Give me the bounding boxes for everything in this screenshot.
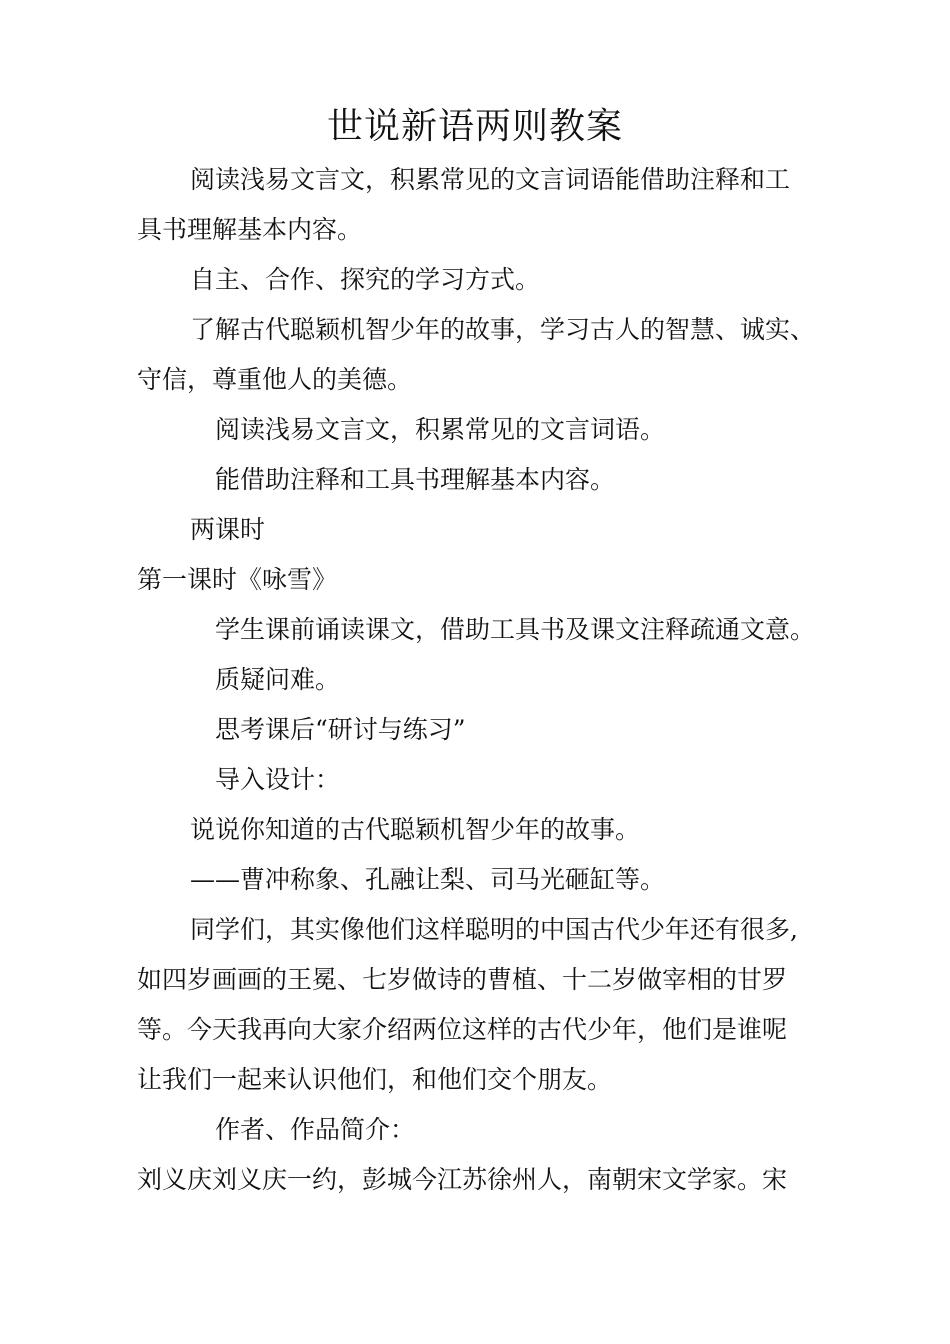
paragraph-line: 阅读浅易文言文，积累常见的文言词语能借助注释和工	[190, 165, 791, 194]
paragraph-line: 阅读浅易文言文，积累常见的文言词语。	[215, 415, 666, 444]
paragraph-line: 让我们一起来认识他们，和他们交个朋友。	[137, 1065, 613, 1094]
paragraph-line: ——曹冲称象、孔融让梨、司马光砸缸等。	[190, 865, 666, 894]
paragraph-line: 等。今天我再向大家介绍两位这样的古代少年，他们是谁呢	[137, 1015, 788, 1044]
paragraph-line: 自主、合作、探究的学习方式。	[190, 265, 541, 294]
paragraph-line: 如四岁画画的王冕、七岁做诗的曹植、十二岁做宰相的甘罗	[137, 965, 788, 994]
paragraph-line: 了解古代聪颖机智少年的故事，学习古人的智慧、诚实、	[190, 315, 816, 344]
paragraph-line: 守信，尊重他人的美德。	[137, 365, 413, 394]
document-title: 世说新语两则教案	[326, 106, 623, 147]
paragraph-line: 质疑问难。	[215, 665, 341, 694]
paragraph-line: 作者、作品简介：	[215, 1115, 416, 1144]
paragraph-line: 思考课后“研讨与练习”	[215, 715, 466, 744]
paragraph-line: 具书理解基本内容。	[137, 215, 363, 244]
paragraph-line: 导入设计：	[215, 765, 341, 794]
paragraph-line: 说说你知道的古代聪颖机智少年的故事。	[190, 815, 641, 844]
paragraph-line: 同学们，其实像他们这样聪明的中国古代少年还有很多,	[190, 915, 798, 944]
paragraph-line: 刘义庆刘义庆一约，彭城今江苏徐州人，南朝宋文学家。宋	[137, 1165, 788, 1194]
paragraph-line: 两课时	[190, 515, 266, 544]
paragraph-line: 能借助注释和工具书理解基本内容。	[215, 465, 616, 494]
paragraph-line: 学生课前诵读课文，借助工具书及课文注释疏通文意。	[215, 615, 816, 644]
section-heading: 第一课时《咏雪》	[137, 565, 338, 594]
